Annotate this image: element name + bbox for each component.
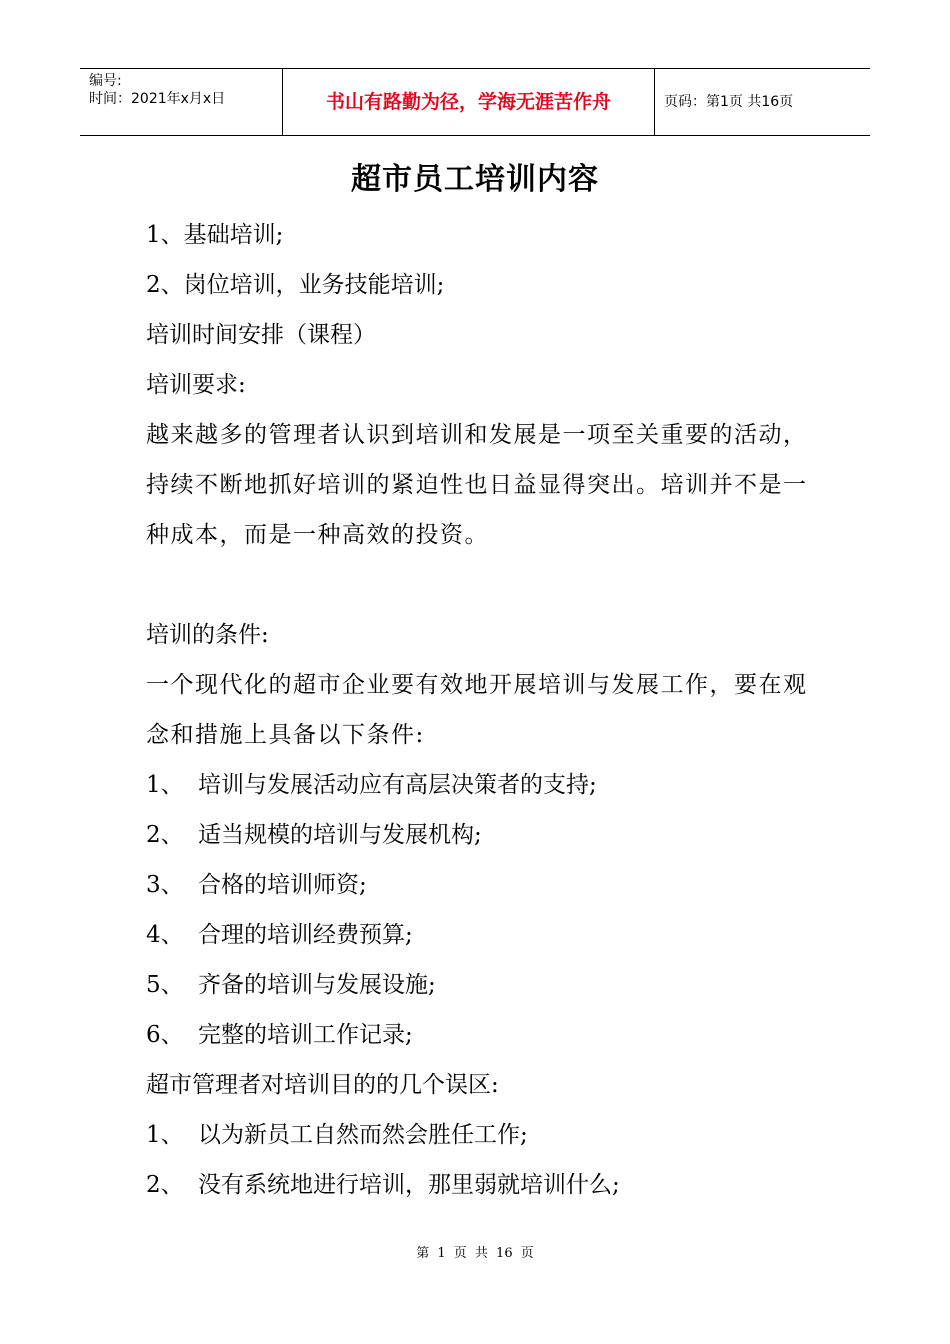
list-item: 6、 完整的培训工作记录;: [146, 1022, 413, 1048]
document-header: [80, 68, 870, 136]
line-basic-training: 1、基础培训;: [146, 222, 284, 248]
list-item: 5、 齐备的培训与发展设施;: [146, 972, 436, 998]
paragraph-conditions: 一个现代化的超市企业要有效地开展培训与发展工作，要在观念和措施上具备以下条件:: [146, 672, 808, 748]
time-label: 时间：2021年x月x日: [89, 91, 226, 107]
header-meta-cell: [80, 69, 283, 135]
line-schedule: 培训时间安排（课程）: [146, 322, 376, 348]
list-item: 2、 适当规模的培训与发展机构;: [146, 822, 482, 848]
list-item: 4、 合理的培训经费预算;: [146, 922, 413, 948]
header-page-info: 页码：第1页 共16页: [664, 94, 794, 110]
line-requirements-heading: 培训要求:: [146, 372, 246, 398]
line-conditions-heading: 培训的条件:: [146, 622, 269, 648]
list-item: 3、 合格的培训师资;: [146, 872, 367, 898]
line-post-training: 2、岗位培训，业务技能培训;: [146, 272, 445, 298]
document-title: 超市员工培训内容: [351, 162, 599, 197]
list-item: 1、 以为新员工自然而然会胜任工作;: [146, 1122, 528, 1148]
number-label: 编号:: [89, 73, 122, 89]
line-mistakes-heading: 超市管理者对培训目的的几个误区:: [146, 1072, 499, 1098]
paragraph-requirements: 越来越多的管理者认识到培训和发展是一项至关重要的活动，持续不断地抓好培训的紧迫性也日益显得突出。培训并不是一种成本，而是一种高效的投资。: [146, 422, 808, 548]
header-motto: 书山有路勤为径，学海无涯苦作舟: [283, 69, 655, 135]
document-body: [146, 210, 811, 1210]
list-item: 2、 没有系统地进行培训，那里弱就培训什么;: [146, 1172, 620, 1198]
list-item: 1、 培训与发展活动应有高层决策者的支持;: [146, 772, 597, 798]
blank-line: [146, 560, 811, 610]
page-footer: 第 1 页 共 16 页: [416, 1246, 534, 1261]
